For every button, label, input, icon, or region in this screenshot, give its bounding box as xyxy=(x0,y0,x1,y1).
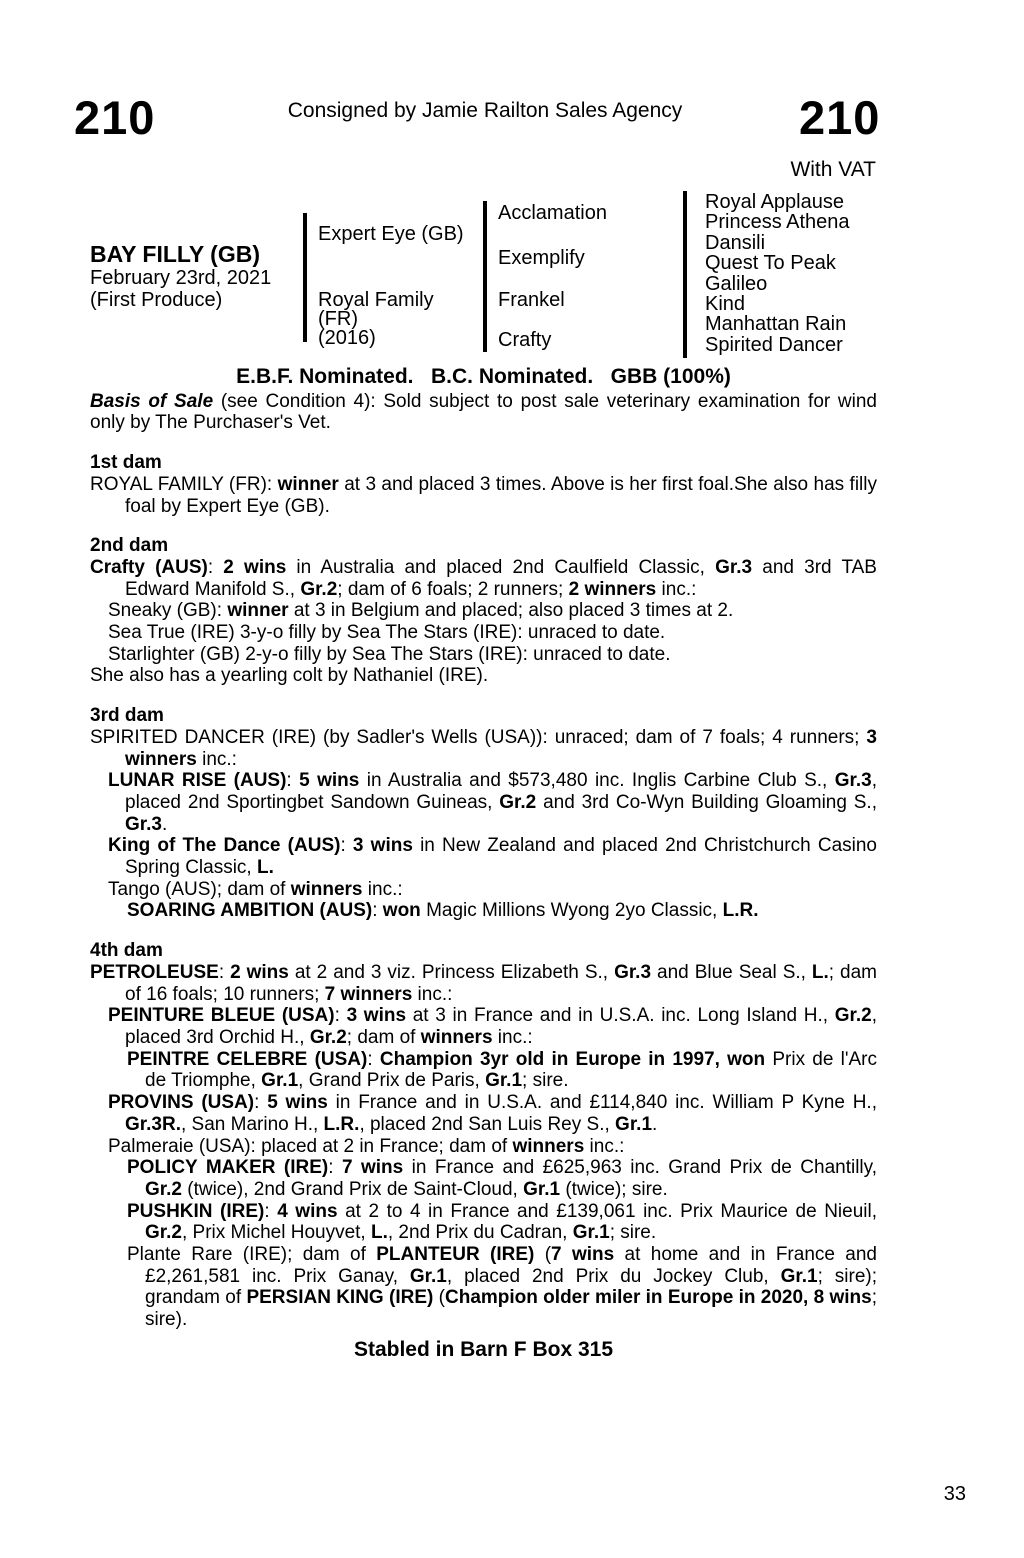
subject-foaling-date: February 23rd, 2021 xyxy=(90,267,272,289)
pedigree-entry xyxy=(90,1049,877,1092)
plain-text: and 3rd TAB Edward Manifold S., xyxy=(125,556,877,600)
plain-text: at 2 to 4 in France and £139,061 inc. Prix Maurice de Nieuil, xyxy=(337,1200,878,1222)
emphasis-text: winners xyxy=(512,1135,585,1157)
emphasis-text: 2 wins xyxy=(230,961,289,983)
plain-text: ; sire); grandam of xyxy=(145,1265,877,1309)
emphasis-text: 3 wins xyxy=(352,835,413,857)
subject-produce-note: (First Produce) xyxy=(90,289,223,311)
emphasis-text: winner xyxy=(277,473,339,495)
plain-text: inc.: xyxy=(412,983,453,1005)
emphasis-text: Gr.3 xyxy=(834,770,872,792)
pedigree-entry xyxy=(90,727,877,770)
plain-text: . xyxy=(652,1113,658,1135)
third-generation-column xyxy=(705,192,850,355)
plain-text: ( xyxy=(433,1287,445,1309)
plain-text: , 2nd Prix du Cadran, xyxy=(387,1222,573,1244)
plain-text: ; dam of 6 foals; 2 runners; xyxy=(337,578,569,600)
dam-section-heading: 4th dam xyxy=(90,940,163,962)
plain-text: : xyxy=(264,1200,278,1222)
emphasis-text: PLANTEUR (IRE) xyxy=(376,1244,535,1266)
pedigree-divider-gen2 xyxy=(483,201,487,352)
ancestor-name: Galileo xyxy=(705,272,768,295)
emphasis-text: 4 wins xyxy=(277,1200,338,1222)
ancestor-name: Crafty xyxy=(498,329,552,351)
pedigree-entry xyxy=(90,1201,877,1244)
emphasis-text: Champion older miler in Europe in 2020, 8 wins xyxy=(445,1287,872,1309)
emphasis-text: Gr.2 xyxy=(300,578,338,600)
emphasis-text: won xyxy=(382,900,421,922)
plain-text: Sneaky (GB): xyxy=(108,600,228,622)
plain-text: , placed 3rd Orchid H., xyxy=(125,1005,878,1048)
plain-text: at 3 in Belgium and placed; also placed 3 times at 2. xyxy=(288,600,734,622)
plain-text: ; dam of xyxy=(346,1026,421,1048)
emphasis-text: L.R. xyxy=(323,1113,360,1135)
ancestor-name: Acclamation xyxy=(498,202,607,224)
plain-text: , Prix Michel Houyvet, xyxy=(181,1222,371,1244)
dam-section-heading: 1st dam xyxy=(90,452,162,474)
emphasis-text: L. xyxy=(257,857,274,879)
plain-text: at 3 and placed 3 times. Above is her first foal.She also has filly foal by Expert Eye (GB). xyxy=(125,473,877,517)
pedigree-divider-gen1 xyxy=(303,213,307,342)
emphasis-text: Gr.2 xyxy=(834,1005,872,1027)
emphasis-text: Basis of Sale xyxy=(90,390,214,412)
plain-text: inc.: xyxy=(196,748,237,770)
pedigree-entry xyxy=(90,900,877,922)
pedigree-entry xyxy=(90,644,877,666)
plain-text: ; sire. xyxy=(609,1222,657,1244)
subject-name: BAY FILLY (GB) xyxy=(90,241,260,267)
plain-text: ROYAL FAMILY (FR): xyxy=(90,473,278,495)
plain-text: in New Zealand and placed 2nd Christchurch Casino Spring Classic, xyxy=(125,835,877,879)
plain-text: and 3rd Co-Wyn Building Gloaming S., xyxy=(536,791,877,813)
plain-text: Sea True (IRE) 3-y-o filly by Sea The Stars (IRE): unraced to date. xyxy=(108,622,666,644)
plain-text: : xyxy=(367,1048,380,1070)
emphasis-text: King of The Dance (AUS) xyxy=(108,835,341,857)
emphasis-text: L. xyxy=(811,961,829,983)
pedigree-entry xyxy=(90,622,877,644)
emphasis-text: PEINTRE CELEBRE (USA) xyxy=(127,1048,368,1070)
dam-name-line: (2016) xyxy=(318,327,376,349)
emphasis-text: 3 winners xyxy=(125,726,877,770)
emphasis-text: Gr.1 xyxy=(485,1070,523,1092)
emphasis-text: Crafty (AUS) xyxy=(90,556,208,578)
ancestor-name: Exemplify xyxy=(498,247,585,269)
emphasis-text: 3 wins xyxy=(346,1005,407,1027)
emphasis-text: PEINTURE BLEUE (USA) xyxy=(108,1005,335,1027)
emphasis-text: L.R. xyxy=(722,900,759,922)
emphasis-text: Gr.3 xyxy=(715,556,753,578)
emphasis-text: PROVINS (USA) xyxy=(108,1092,255,1114)
pedigree-entry xyxy=(90,1157,877,1200)
emphasis-text: 2 winners xyxy=(568,578,657,600)
plain-text: . xyxy=(161,813,168,835)
pedigree-entry xyxy=(90,1244,877,1331)
dam-section-heading: 3rd dam xyxy=(90,705,164,727)
plain-text: : xyxy=(372,900,383,922)
pedigree-entry xyxy=(90,879,877,901)
consignor-line: Consigned by Jamie Railton Sales Agency xyxy=(287,99,683,122)
emphasis-text: 2 wins xyxy=(223,556,287,578)
plain-text: Tango (AUS); dam of xyxy=(108,878,291,900)
emphasis-text: SOARING AMBITION (AUS) xyxy=(127,900,373,922)
pedigree-entry xyxy=(90,1005,877,1048)
plain-text: SPIRITED DANCER (IRE) (by Sadler's Wells (USA)): unraced; dam of 7 foals; 4 runners; xyxy=(90,726,867,748)
ancestor-name: Princess Athena xyxy=(705,211,850,234)
pedigree-entry xyxy=(90,1136,877,1158)
plain-text: at 3 in France and in U.S.A. inc. Long Island H., xyxy=(406,1005,835,1027)
plain-text: : xyxy=(286,770,300,792)
emphasis-text: winners xyxy=(420,1026,493,1048)
vat-note: With VAT xyxy=(790,158,876,181)
emphasis-text: 5 wins xyxy=(299,770,360,792)
pedigree-entry xyxy=(90,557,877,600)
emphasis-text: 7 wins xyxy=(341,1157,404,1179)
dam-section xyxy=(90,535,877,687)
plain-text: in Australia and placed 2nd Caulfield Classic, xyxy=(286,556,716,578)
pedigree-table xyxy=(90,190,890,366)
sire-name: Expert Eye (GB) xyxy=(318,223,464,245)
plain-text: : xyxy=(328,1157,342,1179)
plain-text: in France and £625,963 inc. Grand Prix de Chantilly, xyxy=(403,1157,878,1179)
emphasis-text: Gr.1 xyxy=(409,1265,447,1287)
emphasis-text: Gr.3R. xyxy=(125,1113,181,1135)
plain-text: ; sire). xyxy=(145,1287,878,1331)
emphasis-text: winner xyxy=(227,600,289,622)
plain-text: (twice), 2nd Grand Prix de Saint-Cloud, xyxy=(181,1178,524,1200)
subject-block xyxy=(90,242,300,311)
dam-section xyxy=(90,452,877,517)
emphasis-text: Gr.1 xyxy=(523,1178,561,1200)
emphasis-text: Champion 3yr old in Europe in 1997, won xyxy=(379,1048,766,1070)
plain-text: : xyxy=(254,1092,268,1114)
pedigree-entry xyxy=(90,600,877,622)
plain-text: in France and in U.S.A. and £114,840 inc. William P Kyne H., xyxy=(327,1092,877,1114)
emphasis-text: Gr.3 xyxy=(125,813,162,835)
plain-text: She also has a yearling colt by Nathaniel (IRE). xyxy=(90,665,489,687)
plain-text: , placed 2nd Prix du Jockey Club, xyxy=(446,1265,781,1287)
ancestor-name: Kind xyxy=(705,293,746,316)
dam-name-line: Royal Family xyxy=(318,289,434,311)
emphasis-text: LUNAR RISE (AUS) xyxy=(108,770,287,792)
emphasis-text: Gr.1 xyxy=(615,1113,653,1135)
plain-text: Palmeraie (USA): placed at 2 in France; dam of xyxy=(108,1135,513,1157)
emphasis-text: PUSHKIN (IRE) xyxy=(127,1200,265,1222)
ancestor-name: Spirited Dancer xyxy=(705,333,843,356)
dam-name-line: (FR) xyxy=(318,308,358,330)
plain-text: , placed 2nd San Luis Rey S., xyxy=(359,1113,616,1135)
ancestor-name: Royal Applause xyxy=(705,191,844,213)
emphasis-text: 7 winners xyxy=(324,983,413,1005)
plain-text: ( xyxy=(534,1244,552,1266)
plain-text: Starlighter (GB) 2-y-o filly by Sea The Stars (IRE): unraced to date. xyxy=(108,643,671,665)
emphasis-text: PETROLEUSE xyxy=(90,961,219,983)
plain-text: Magic Millions Wyong 2yo Classic, xyxy=(420,900,723,922)
ancestor-name: Dansili xyxy=(705,231,766,254)
dam-sections xyxy=(90,452,877,1331)
emphasis-text: Gr.1 xyxy=(572,1222,610,1244)
basis-of-sale xyxy=(90,391,877,434)
plain-text: , placed 2nd Sportingbet Sandown Guineas, xyxy=(125,770,877,813)
plain-text: at 2 and 3 viz. Princess Elizabeth S., xyxy=(288,961,615,983)
plain-text: : xyxy=(218,961,231,983)
plain-text: inc.: xyxy=(362,878,403,900)
pedigree-entry xyxy=(90,962,877,1005)
dam-section xyxy=(90,705,877,922)
pedigree-entry xyxy=(90,835,877,878)
pedigree-entry xyxy=(90,1092,877,1135)
pedigree-divider-gen3 xyxy=(683,191,687,358)
emphasis-text: Gr.2 xyxy=(145,1222,182,1244)
plain-text: , San Marino H., xyxy=(180,1113,324,1135)
plain-text: ; dam of 16 foals; 10 runners; xyxy=(125,961,878,1005)
emphasis-text: L. xyxy=(370,1222,388,1244)
plain-text: Prix de l'Arc de Triomphe, xyxy=(145,1048,878,1092)
emphasis-text: PERSIAN KING (IRE) xyxy=(246,1287,434,1309)
emphasis-text: 7 wins xyxy=(551,1244,615,1266)
emphasis-text: Gr.2 xyxy=(309,1026,347,1048)
plain-text: inc.: xyxy=(492,1026,533,1048)
plain-text: , Grand Prix de Paris, xyxy=(298,1070,486,1092)
emphasis-text: Gr.2 xyxy=(499,791,537,813)
dam-section xyxy=(90,940,877,1331)
pedigree-entry xyxy=(90,770,877,835)
lot-number-left: 210 xyxy=(74,91,156,144)
ancestor-name: Quest To Peak xyxy=(705,252,836,275)
plain-text: ; sire. xyxy=(522,1070,569,1092)
emphasis-text: Gr.3 xyxy=(614,961,652,983)
pedigree-entry xyxy=(90,665,877,687)
dam-section-heading: 2nd dam xyxy=(90,535,169,557)
emphasis-text: Gr.1 xyxy=(780,1265,818,1287)
plain-text: at home and in France and £2,261,581 inc. Prix Ganay, xyxy=(145,1244,878,1287)
pedigree-entry xyxy=(90,474,877,517)
plain-text: and Blue Seal S., xyxy=(651,961,812,983)
ancestor-name: Manhattan Rain xyxy=(705,313,847,336)
emphasis-text: 5 wins xyxy=(267,1092,328,1114)
emphasis-text: Gr.1 xyxy=(261,1070,299,1092)
page-number: 33 xyxy=(943,1483,966,1505)
dam-name xyxy=(318,291,434,348)
plain-text: in Australia and $573,480 inc. Inglis Carbine Club S., xyxy=(359,770,835,792)
emphasis-text: Gr.2 xyxy=(145,1178,182,1200)
plain-text: : xyxy=(334,1005,347,1027)
plain-text: (twice); sire. xyxy=(560,1178,668,1200)
emphasis-text: POLICY MAKER (IRE) xyxy=(127,1157,329,1179)
ancestor-name: Frankel xyxy=(498,289,565,311)
plain-text: Plante Rare (IRE); dam of xyxy=(127,1244,377,1266)
plain-text: : xyxy=(207,556,224,578)
emphasis-text: winners xyxy=(290,878,363,900)
stabling-note: Stabled in Barn F Box 315 xyxy=(353,1337,614,1361)
plain-text: : xyxy=(340,835,353,857)
nominations-line: E.B.F. Nominated. B.C. Nominated. GBB (100%) xyxy=(236,365,731,388)
lot-number-right: 210 xyxy=(799,91,881,144)
plain-text: (see Condition 4): Sold subject to post sale veterinary examination for wind only by The Purchaser's Vet. xyxy=(90,390,878,434)
plain-text: inc.: xyxy=(656,578,697,600)
catalogue-text-body xyxy=(90,366,877,1361)
plain-text: inc.: xyxy=(584,1135,625,1157)
